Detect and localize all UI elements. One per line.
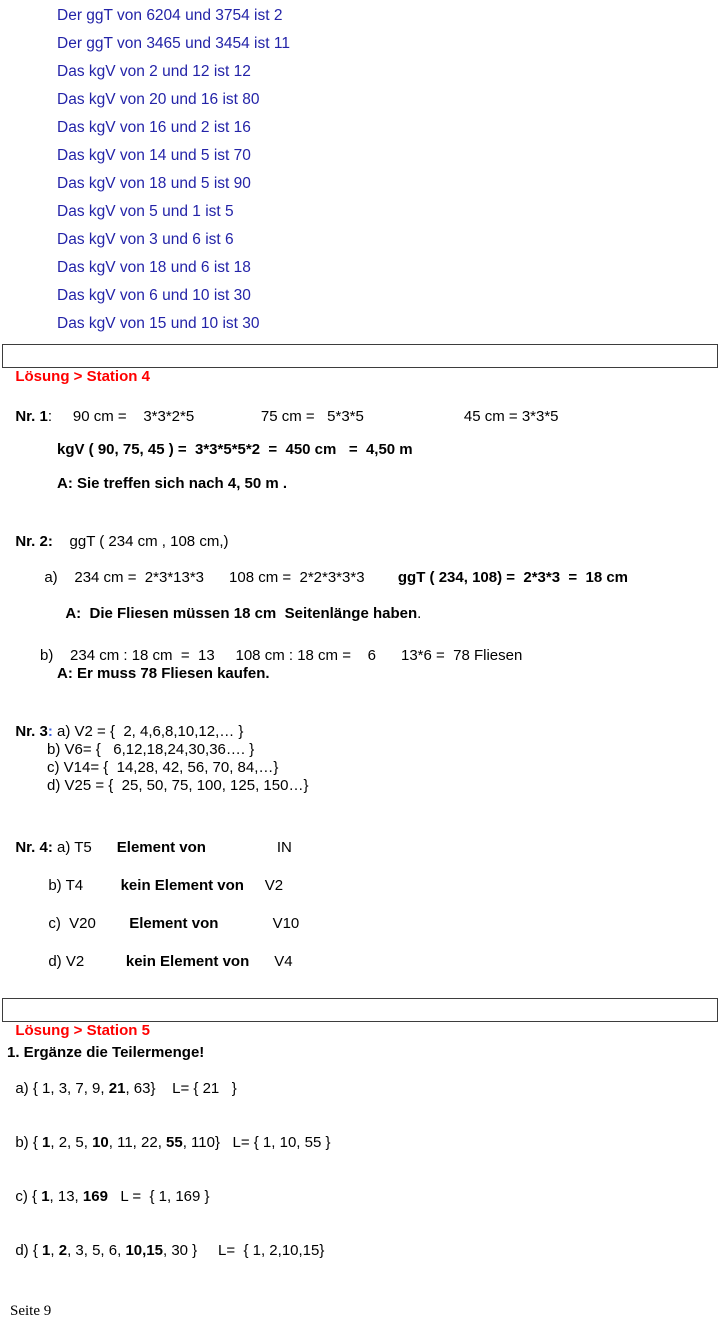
- nr2-part-b: b) 234 cm : 18 cm = 13 108 cm : 18 cm = 6 13*6 = 78 Fliesen: [40, 647, 523, 664]
- set-text: b) {: [15, 1134, 43, 1151]
- set-text: L = { 1, 169 }: [107, 1188, 210, 1205]
- set-text: a) { 1, 3, 7, 9,: [15, 1080, 109, 1097]
- nr4-c-subject: c) V20: [48, 915, 130, 932]
- nr4-part-d: [40, 933, 720, 971]
- result-line: Das kgV von 20 und 16 ist 80: [57, 91, 260, 108]
- result-line: Der ggT von 6204 und 3754 ist 2: [57, 7, 283, 24]
- result-line: Der ggT von 3465 und 3454 ist 11: [57, 35, 290, 52]
- nr1-kgv-result: kgV ( 90, 75, 45 ) = 3*3*5*5*2 = 450 cm = 4,50 m: [57, 441, 413, 458]
- nr4-part-a: [7, 819, 720, 857]
- set-text: , 63} L= { 21 }: [125, 1080, 237, 1097]
- set-bold-value: 1: [42, 1242, 51, 1259]
- nr2-b-answer: A: Er muss 78 Fliesen kaufen.: [57, 665, 270, 682]
- set-text: , 30 } L= { 1, 2,10,15}: [162, 1242, 325, 1259]
- nr4-a-relation: Element von: [116, 839, 206, 856]
- set-text: , 2, 5,: [50, 1134, 93, 1151]
- page-number: Seite 9: [10, 1303, 52, 1319]
- result-line: Das kgV von 15 und 10 ist 30: [57, 315, 260, 332]
- nr4-c-object: V10: [218, 915, 300, 932]
- station4-header-label: Lösung > Station 4: [15, 368, 150, 385]
- set-text: , 11, 22,: [108, 1134, 167, 1151]
- result-line: Das kgV von 6 und 10 ist 30: [57, 287, 251, 304]
- nr2-label: Nr. 2:: [15, 533, 53, 550]
- nr2-line: [7, 515, 720, 551]
- station5-task-title: 1. Ergänze die Teilermenge!: [7, 1044, 205, 1061]
- nr3-colon: :: [47, 723, 53, 740]
- nr2-a-factorizations: a) 234 cm = 2*3*13*3 108 cm = 2*2*3*3*3: [44, 569, 398, 586]
- set-bold-value: 2: [58, 1242, 68, 1259]
- nr2-a-answer: [57, 587, 720, 623]
- nr4-b-relation: kein Element von: [120, 877, 244, 894]
- station5-header-label: Lösung > Station 5: [15, 1022, 150, 1039]
- nr3-part-c: c) V14= { 14,28, 42, 56, 70, 84,…}: [47, 759, 279, 776]
- nr4-a-subject: a) T5: [52, 839, 117, 856]
- set-text: d) {: [15, 1242, 43, 1259]
- nr3-part-b: b) V6= { 6,12,18,24,30,36…. }: [47, 741, 255, 758]
- nr3-part-a: [7, 705, 720, 741]
- result-line: Das kgV von 14 und 5 ist 70: [57, 147, 251, 164]
- nr3-label: Nr. 3: [15, 723, 48, 740]
- teilermenge-d: [7, 1224, 720, 1260]
- nr4-d-relation: kein Element von: [125, 953, 250, 970]
- nr1-factorizations: : 90 cm = 3*3*2*5 75 cm = 5*3*5 45 cm = 3*3*5: [47, 408, 559, 425]
- set-bold-value: 21: [108, 1080, 126, 1097]
- nr1-label: Nr. 1: [15, 408, 48, 425]
- result-line: Das kgV von 18 und 6 ist 18: [57, 259, 251, 276]
- set-bold-value: 169: [82, 1188, 108, 1205]
- nr4-d-subject: d) V2: [48, 953, 126, 970]
- set-text: , 110} L= { 1, 10, 55 }: [182, 1134, 331, 1151]
- nr1-answer: A: Sie treffen sich nach 4, 50 m .: [57, 475, 288, 492]
- nr4-c-relation: Element von: [129, 915, 219, 932]
- teilermenge-a: [7, 1062, 720, 1098]
- nr4-b-object: V2: [243, 877, 284, 894]
- teilermenge-b: [7, 1116, 720, 1152]
- nr3-a-set: a) V2 = { 2, 4,6,8,10,12,… }: [52, 723, 244, 740]
- nr1-line: [7, 390, 720, 426]
- set-bold-value: 1: [42, 1134, 51, 1151]
- nr4-label: Nr. 4:: [15, 839, 53, 856]
- nr4-a-object: IN: [205, 839, 292, 856]
- nr4-part-b: [40, 857, 720, 895]
- set-text: , 3, 5, 6,: [67, 1242, 126, 1259]
- result-line: Das kgV von 5 und 1 ist 5: [57, 203, 234, 220]
- nr2-part-a: [36, 551, 720, 587]
- nr4-d-object: V4: [249, 953, 293, 970]
- set-text: , 13,: [49, 1188, 83, 1205]
- nr3-part-d: d) V25 = { 25, 50, 75, 100, 125, 150…}: [47, 777, 309, 794]
- nr4-part-c: [40, 895, 720, 933]
- set-bold-value: 55: [166, 1134, 183, 1151]
- result-line: Das kgV von 3 und 6 ist 6: [57, 231, 234, 248]
- set-bold-value: 1: [41, 1188, 50, 1205]
- nr2-a-answer-text: A: Die Fliesen müssen 18 cm Seitenlänge haben: [65, 605, 418, 622]
- nr4-b-subject: b) T4: [48, 877, 121, 894]
- set-text: c) {: [15, 1188, 42, 1205]
- set-bold-value: 10: [92, 1134, 109, 1151]
- station5-header-box: [2, 998, 718, 1039]
- set-text: ,: [50, 1242, 59, 1259]
- result-line: Das kgV von 2 und 12 ist 12: [57, 63, 251, 80]
- result-line: Das kgV von 16 und 2 ist 16: [57, 119, 251, 136]
- set-bold-value: 10,15: [125, 1242, 163, 1259]
- station4-header-box: [2, 344, 718, 385]
- nr2-a-answer-period: .: [417, 605, 422, 622]
- teilermenge-c: [7, 1170, 720, 1206]
- nr2-intro: ggT ( 234 cm , 108 cm,): [52, 533, 229, 550]
- result-line: Das kgV von 18 und 5 ist 90: [57, 175, 251, 192]
- ggt-kgv-results-list: [57, 0, 720, 338]
- nr2-a-ggt-result: ggT ( 234, 108) = 2*3*3 = 18 cm: [397, 569, 629, 586]
